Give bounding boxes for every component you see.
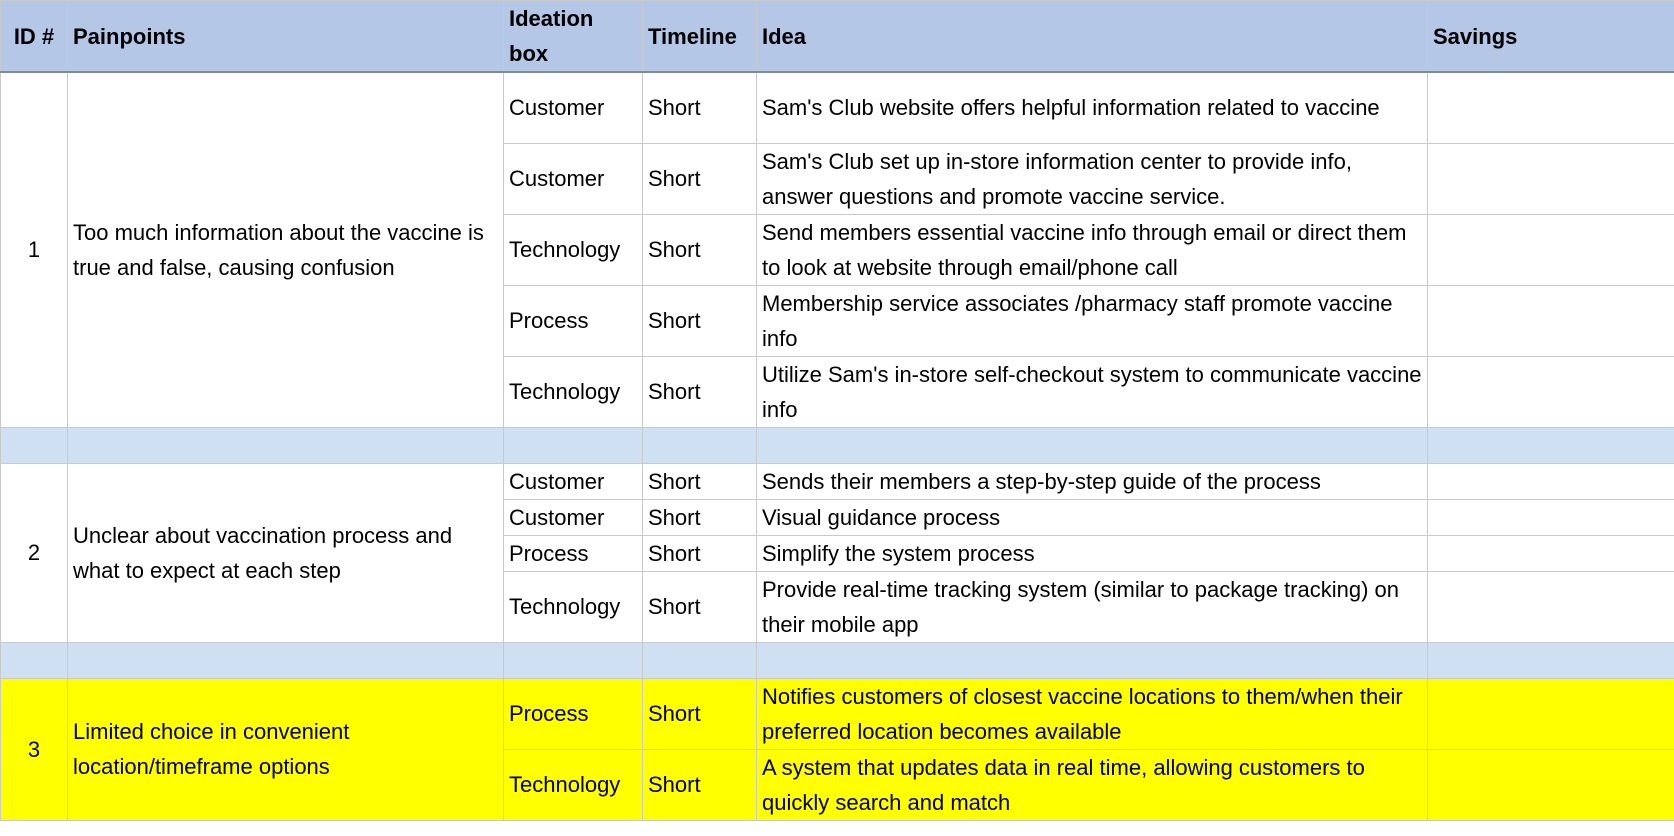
empty-cell[interactable]	[68, 427, 504, 463]
ideation-box-cell[interactable]: Process	[504, 535, 643, 571]
timeline-cell[interactable]: Short	[643, 214, 757, 285]
separator-row	[1, 642, 1674, 678]
savings-cell[interactable]	[1428, 72, 1674, 143]
ideation-box-cell[interactable]: Process	[504, 678, 643, 749]
idea-cell[interactable]: Notifies customers of closest vaccine locations to them/when their preferred location becomes available	[757, 678, 1428, 749]
header-row	[1, 1, 1674, 73]
idea-cell[interactable]: Membership service associates /pharmacy staff promote vaccine info	[757, 285, 1428, 356]
idea-cell[interactable]: Sam's Club set up in-store information center to provide info, answer questions and promote vaccine service.	[757, 143, 1428, 214]
col-header-timeline[interactable]: Timeline	[643, 1, 757, 73]
timeline-cell[interactable]: Short	[643, 143, 757, 214]
ideation-box-cell[interactable]: Technology	[504, 214, 643, 285]
col-header-savings[interactable]: Savings	[1428, 1, 1674, 73]
timeline-cell[interactable]: Short	[643, 72, 757, 143]
savings-cell[interactable]	[1428, 356, 1674, 427]
savings-cell[interactable]	[1428, 285, 1674, 356]
savings-cell[interactable]	[1428, 463, 1674, 499]
table-row	[1, 678, 1674, 749]
empty-cell[interactable]	[1428, 642, 1674, 678]
id-cell[interactable]: 3	[1, 678, 68, 820]
ideation-box-cell[interactable]: Technology	[504, 571, 643, 642]
table-row	[1, 463, 1674, 499]
idea-cell[interactable]: Send members essential vaccine info through email or direct them to look at website through email/phone call	[757, 214, 1428, 285]
empty-cell[interactable]	[643, 427, 757, 463]
empty-cell[interactable]	[68, 642, 504, 678]
ideation-box-cell[interactable]: Customer	[504, 143, 643, 214]
painpoint-cell[interactable]: Unclear about vaccination process and what to expect at each step	[68, 463, 504, 642]
timeline-cell[interactable]: Short	[643, 285, 757, 356]
timeline-cell[interactable]: Short	[643, 463, 757, 499]
savings-cell[interactable]	[1428, 749, 1674, 820]
empty-cell[interactable]	[1, 427, 68, 463]
timeline-cell[interactable]: Short	[643, 499, 757, 535]
ideation-box-cell[interactable]: Customer	[504, 463, 643, 499]
savings-cell[interactable]	[1428, 571, 1674, 642]
timeline-cell[interactable]: Short	[643, 571, 757, 642]
savings-cell[interactable]	[1428, 143, 1674, 214]
savings-cell[interactable]	[1428, 499, 1674, 535]
ideation-box-cell[interactable]: Customer	[504, 499, 643, 535]
timeline-cell[interactable]: Short	[643, 678, 757, 749]
col-header-ideation-box[interactable]: Ideation box	[504, 1, 643, 73]
timeline-cell[interactable]: Short	[643, 356, 757, 427]
table-row	[1, 72, 1674, 143]
idea-cell[interactable]: Visual guidance process	[757, 499, 1428, 535]
painpoint-cell[interactable]: Limited choice in convenient location/timeframe options	[68, 678, 504, 820]
ideation-box-cell[interactable]: Technology	[504, 356, 643, 427]
idea-cell[interactable]: A system that updates data in real time, allowing customers to quickly search and match	[757, 749, 1428, 820]
idea-cell[interactable]: Sam's Club website offers helpful information related to vaccine	[757, 72, 1428, 143]
ideation-box-cell[interactable]: Process	[504, 285, 643, 356]
idea-cell[interactable]: Provide real-time tracking system (similar to package tracking) on their mobile app	[757, 571, 1428, 642]
empty-cell[interactable]	[504, 427, 643, 463]
savings-cell[interactable]	[1428, 535, 1674, 571]
idea-cell[interactable]: Simplify the system process	[757, 535, 1428, 571]
empty-cell[interactable]	[1, 642, 68, 678]
col-header-id[interactable]: ID #	[1, 1, 68, 73]
savings-cell[interactable]	[1428, 214, 1674, 285]
timeline-cell[interactable]: Short	[643, 749, 757, 820]
col-header-idea[interactable]: Idea	[757, 1, 1428, 73]
ideation-box-cell[interactable]: Customer	[504, 72, 643, 143]
id-cell[interactable]: 1	[1, 72, 68, 427]
separator-row	[1, 427, 1674, 463]
timeline-cell[interactable]: Short	[643, 535, 757, 571]
empty-cell[interactable]	[757, 427, 1428, 463]
empty-cell[interactable]	[643, 642, 757, 678]
idea-cell[interactable]: Utilize Sam's in-store self-checkout system to communicate vaccine info	[757, 356, 1428, 427]
empty-cell[interactable]	[1428, 427, 1674, 463]
savings-cell[interactable]	[1428, 678, 1674, 749]
ideation-box-cell[interactable]: Technology	[504, 749, 643, 820]
col-header-painpoints[interactable]: Painpoints	[68, 1, 504, 73]
id-cell[interactable]: 2	[1, 463, 68, 642]
idea-cell[interactable]: Sends their members a step-by-step guide of the process	[757, 463, 1428, 499]
empty-cell[interactable]	[504, 642, 643, 678]
painpoint-cell[interactable]: Too much information about the vaccine is true and false, causing confusion	[68, 72, 504, 427]
empty-cell[interactable]	[757, 642, 1428, 678]
